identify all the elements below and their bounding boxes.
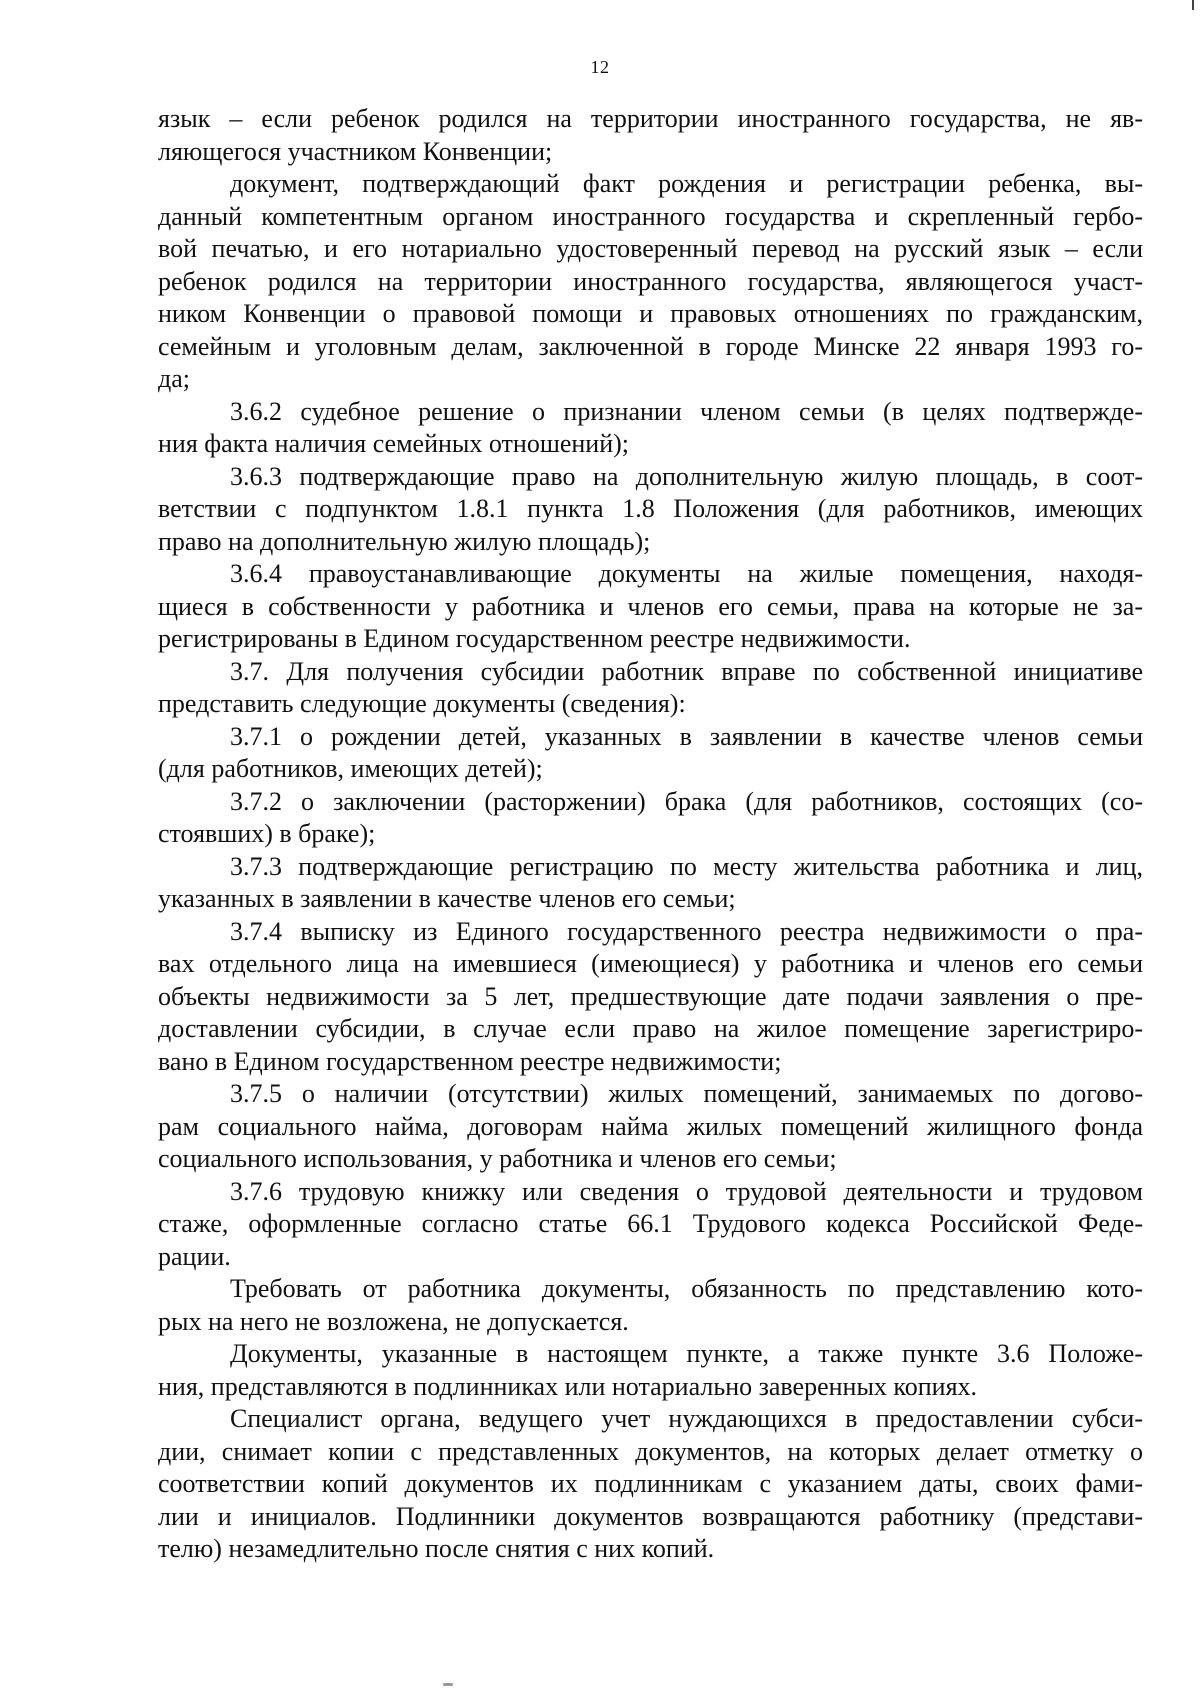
- paragraph-line: ребенок родился на территории иностранного государства, являющегося участ-: [158, 266, 1143, 296]
- paragraph: [158, 1176, 1143, 1274]
- paragraph-line: соответствии копий документов их подлинникам с указанием даты, своих фами-: [158, 1469, 1143, 1498]
- paragraph: [158, 1078, 1143, 1176]
- paragraph-line: 3.7.6 трудовую книжку или сведения о трудовой деятельности и трудовом: [230, 1176, 1143, 1206]
- paragraph: [158, 786, 1143, 851]
- paragraph-line: 3.7.1 о рождении детей, указанных в заявлении в качестве членов семьи: [230, 721, 1143, 751]
- paragraph-line: данный компетентным органом иностранного государства и скрепленный гербо-: [158, 201, 1143, 231]
- paragraph-line: представить следующие документы (сведения):: [158, 689, 686, 718]
- paragraph: [158, 916, 1143, 1079]
- paragraph: [158, 1403, 1143, 1566]
- paragraph: [158, 721, 1143, 786]
- paragraph: [158, 461, 1143, 559]
- paragraph-line: вах отдельного лица на имевшиеся (имеющиеся) у работника и членов его семьи: [158, 949, 1143, 978]
- paragraph-line: социального использования, у работника и членов его семьи;: [158, 1144, 837, 1173]
- scan-corner-mark: [1192, 0, 1194, 10]
- paragraph-line: документ, подтверждающий факт рождения и регистрации ребенка, вы-: [230, 169, 1143, 198]
- scan-speck: [443, 1683, 453, 1686]
- paragraph-line: ветствии с подпунктом 1.8.1 пункта 1.8 Положения (для работников, имеющих: [158, 494, 1143, 523]
- paragraph-line: ляющегося участником Конвенции;: [158, 136, 553, 166]
- paragraph-line: доставлении субсидии, в случае если право на жилое помещение зарегистриро-: [158, 1014, 1143, 1043]
- paragraph-line: да;: [158, 364, 190, 393]
- paragraph-line: вано в Едином государственном реестре недвижимости;: [158, 1046, 782, 1076]
- paragraph-line: 3.6.2 судебное решение о признании членом семьи (в целях подтвержде-: [230, 396, 1143, 426]
- paragraph-line: дии, снимает копии с представленных документов, на которых делает отметку о: [158, 1436, 1143, 1466]
- document-body: [158, 103, 1143, 1566]
- paragraph-line: вой печатью, и его нотариально удостоверенный перевод на русский язык – если: [158, 234, 1143, 263]
- paragraph: [158, 851, 1143, 916]
- paragraph-line: телю) незамедлительно после снятия с них копий.: [158, 1534, 715, 1563]
- paragraph-line: (для работников, имеющих детей);: [158, 754, 543, 783]
- paragraph-line: 3.6.4 правоустанавливающие документы на жилые помещения, находя-: [230, 559, 1143, 588]
- paragraph-line: ником Конвенции о правовой помощи и правовых отношениях по гражданским,: [158, 299, 1143, 328]
- paragraph: [158, 1273, 1143, 1338]
- paragraph: [158, 168, 1143, 396]
- paragraph: [158, 103, 1143, 168]
- paragraph-line: объекты недвижимости за 5 лет, предшествующие дате подачи заявления о пре-: [158, 981, 1143, 1011]
- paragraph-line: щиеся в собственности у работника и членов его семьи, права на которые не за-: [158, 591, 1143, 621]
- paragraph-line: ния, представляются в подлинниках или нотариально заверенных копиях.: [158, 1371, 978, 1401]
- paragraph: [158, 1338, 1143, 1403]
- paragraph: [158, 396, 1143, 461]
- page-number: 12: [590, 57, 610, 77]
- paragraph: [158, 656, 1143, 721]
- paragraph-line: лии и инициалов. Подлинники документов возвращаются работнику (представи-: [158, 1501, 1143, 1531]
- paragraph-line: 3.7.3 подтверждающие регистрацию по месту жительства работника и лиц,: [230, 851, 1143, 881]
- paragraph-line: 3.7.5 о наличии (отсутствии) жилых помещений, занимаемых по догово-: [230, 1079, 1143, 1108]
- paragraph-line: семейным и уголовным делам, заключенной в городе Минске 22 января 1993 го-: [158, 331, 1143, 361]
- paragraph-line: 3.7. Для получения субсидии работник вправе по собственной инициативе: [230, 656, 1143, 686]
- paragraph-line: стаже, оформленные согласно статье 66.1 Трудового кодекса Российской Феде-: [158, 1209, 1143, 1238]
- paragraph-line: Специалист органа, ведущего учет нуждающихся в предоставлении субси-: [230, 1404, 1143, 1433]
- paragraph-line: ния факта наличия семейных отношений);: [158, 429, 630, 458]
- paragraph-line: право на дополнительную жилую площадь);: [158, 526, 651, 556]
- paragraph-line: стоявших) в браке);: [158, 819, 376, 848]
- paragraph-line: 3.7.4 выписку из Единого государственного реестра недвижимости о пра-: [230, 916, 1143, 946]
- paragraph-line: рации.: [158, 1241, 231, 1271]
- paragraph-line: Документы, указанные в настоящем пункте, а также пункте 3.6 Положе-: [230, 1339, 1143, 1368]
- paragraph-line: рам социального найма, договорам найма жилых помещений жилищного фонда: [158, 1111, 1143, 1141]
- paragraph-line: 3.6.3 подтверждающие право на дополнительную жилую площадь, в соот-: [230, 461, 1143, 491]
- paragraph-line: указанных в заявлении в качестве членов его семьи;: [158, 884, 736, 913]
- paragraph-line: язык – если ребенок родился на территории иностранного государства, не яв-: [158, 104, 1143, 133]
- paragraph-line: рых на него не возложена, не допускается.: [158, 1306, 629, 1336]
- paragraph-line: Требовать от работника документы, обязанность по представлению кото-: [230, 1274, 1143, 1303]
- paragraph-line: регистрированы в Едином государственном реестре недвижимости.: [158, 624, 911, 653]
- paragraph-line: 3.7.2 о заключении (расторжении) брака (для работников, состоящих (со-: [230, 786, 1143, 816]
- paragraph: [158, 558, 1143, 656]
